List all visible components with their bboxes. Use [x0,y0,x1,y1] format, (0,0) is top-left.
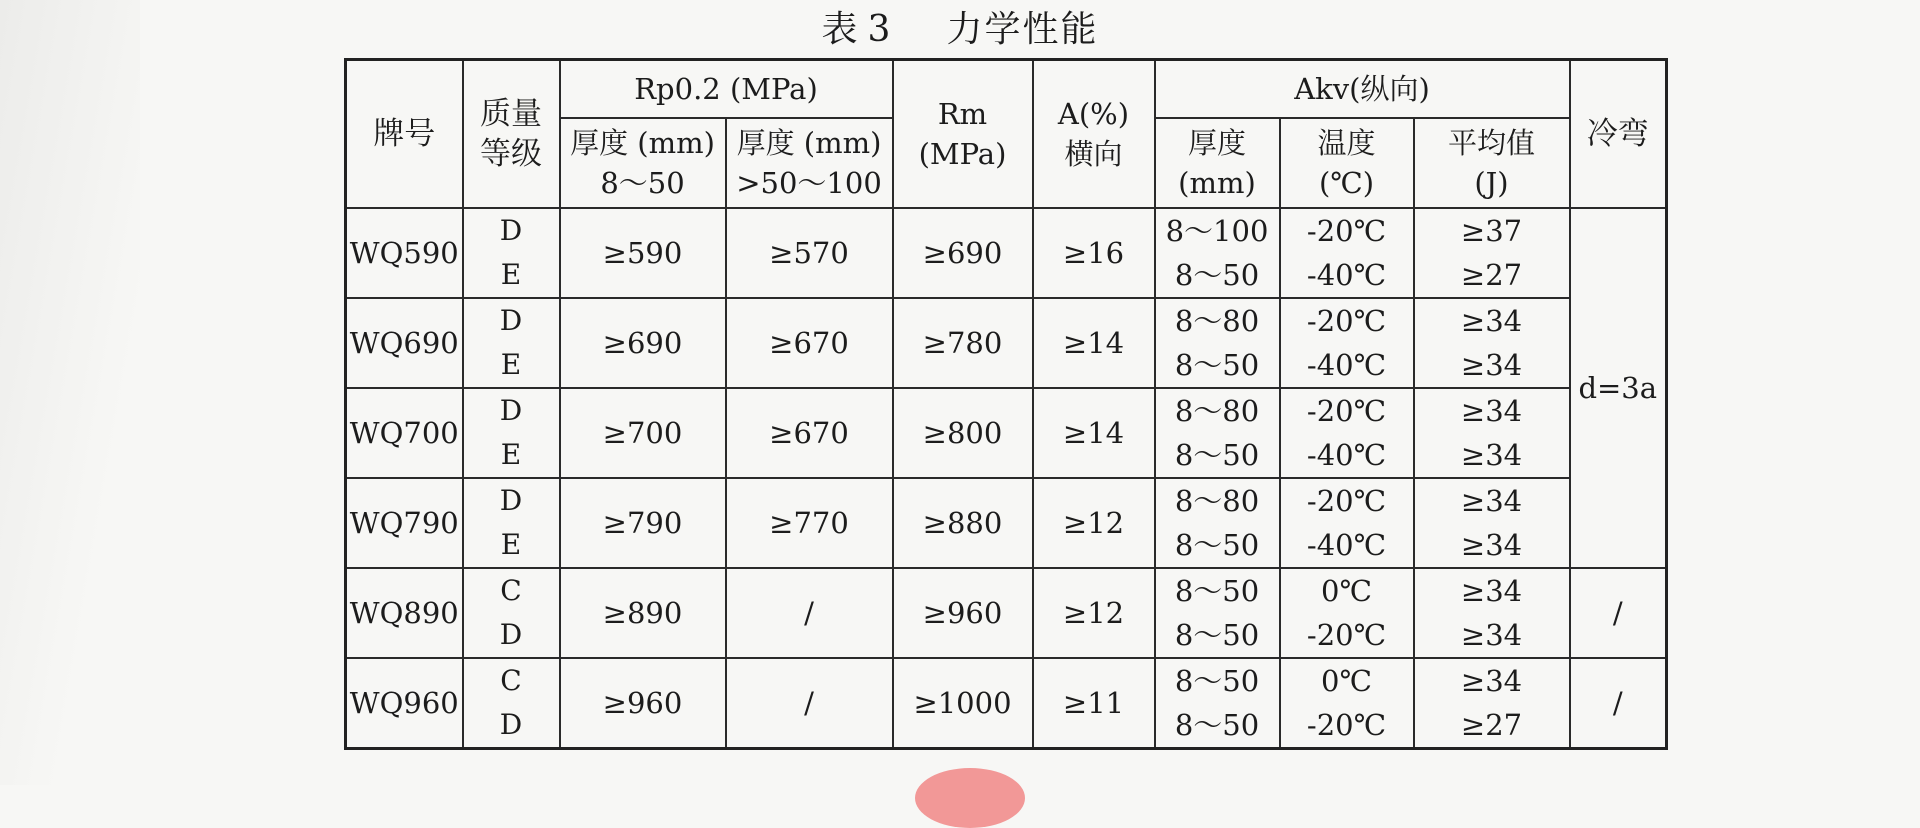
header-a-line1: A(%) [1057,97,1130,131]
thickness-1: 8～50 [1174,664,1260,698]
avg-1: ≥34 [1460,304,1523,338]
cell-rp1: ≥590 [560,208,726,298]
quality-2: D [499,618,523,651]
cell-grade: WQ700 [346,388,463,478]
cell-rp2: ≥670 [726,298,893,388]
temp-2: -40℃ [1306,348,1387,382]
thickness-1: 8～80 [1174,304,1260,338]
temp-1: -20℃ [1306,214,1387,248]
cell-akv-thickness [1155,388,1280,478]
cell-akv-thickness [1155,478,1280,568]
cell-a: ≥12 [1033,568,1155,658]
cell-quality [463,568,560,658]
mechanical-properties-table [344,58,1668,750]
header-akv-temp-line1: 温度 [1317,126,1376,160]
cell-akv-average [1414,208,1570,298]
table-caption [0,2,1920,58]
table-row [346,568,1667,658]
cell-rp2: ≥770 [726,478,893,568]
table-row [346,388,1667,478]
cell-rm: ≥800 [893,388,1033,478]
cell-akv-temperature [1280,388,1414,478]
temp-1: 0℃ [1321,574,1372,608]
cell-rp2: ≥570 [726,208,893,298]
caption-text: 力学性能 [946,9,1099,50]
header-rp-thickness-2 [726,118,893,208]
header-grade: 牌号 [346,60,463,209]
caption-prefix: 表 [821,9,860,50]
temp-1: -20℃ [1306,304,1387,338]
temp-2: -20℃ [1306,708,1387,742]
table-row [346,298,1667,388]
quality-2: D [499,708,523,741]
cell-grade: WQ590 [346,208,463,298]
header-rp1-line1: 厚度 (mm) [570,126,715,160]
cell-quality [463,298,560,388]
avg-2: ≥27 [1460,258,1523,292]
scan-shadow [0,0,140,785]
quality-2: E [500,528,522,561]
thickness-2: 8～50 [1174,528,1260,562]
temp-2: -20℃ [1306,618,1387,652]
header-akv-avg-line2: (J) [1474,166,1509,200]
cell-rp2: ≥670 [726,388,893,478]
header-rp2-line2: >50～100 [736,166,882,200]
table-row [346,658,1667,749]
cell-a: ≥12 [1033,478,1155,568]
header-akv-thick-line2: (mm) [1178,166,1256,200]
thickness-2: 8～50 [1174,618,1260,652]
cell-rp1: ≥890 [560,568,726,658]
cell-bend: / [1570,658,1667,749]
header-akv-temperature [1280,118,1414,208]
cell-grade: WQ690 [346,298,463,388]
quality-1: D [499,394,523,427]
quality-1: C [500,574,522,607]
cell-rp1: ≥960 [560,658,726,749]
thickness-1: 8～80 [1174,394,1260,428]
thickness-1: 8～100 [1165,214,1269,248]
cell-akv-temperature [1280,478,1414,568]
cell-akv-average [1414,568,1570,658]
avg-1: ≥34 [1460,664,1523,698]
avg-1: ≥34 [1460,574,1523,608]
avg-2: ≥34 [1460,438,1523,472]
cell-akv-thickness [1155,658,1280,749]
thickness-2: 8～50 [1174,708,1260,742]
cell-akv-average [1414,388,1570,478]
cell-rm: ≥960 [893,568,1033,658]
cell-akv-average [1414,658,1570,749]
thickness-2: 8～50 [1174,258,1260,292]
cell-rp1: ≥790 [560,478,726,568]
header-rp2-line1: 厚度 (mm) [736,126,882,160]
header-akv: Akv(纵向) [1155,60,1570,119]
red-stamp-fragment [915,768,1025,828]
cell-grade: WQ890 [346,568,463,658]
table-row [346,208,1667,298]
avg-2: ≥27 [1460,708,1523,742]
header-quality-line1: 质量 [480,96,542,132]
header-rp-thickness-1 [560,118,726,208]
caption-number: 3 [867,9,893,50]
avg-2: ≥34 [1460,618,1523,652]
avg-1: ≥34 [1460,394,1523,428]
cell-rm: ≥780 [893,298,1033,388]
temp-1: -20℃ [1306,484,1387,518]
temp-1: 0℃ [1321,664,1372,698]
quality-2: E [500,438,522,471]
header-rp1-line2: 8～50 [600,166,685,200]
header-akv-avg-line1: 平均值 [1447,126,1535,160]
header-elongation [1033,60,1155,209]
avg-1: ≥37 [1460,214,1523,248]
temp-2: -40℃ [1306,528,1387,562]
quality-1: C [500,664,522,697]
cell-akv-thickness [1155,208,1280,298]
avg-2: ≥34 [1460,528,1523,562]
cell-akv-temperature [1280,208,1414,298]
table-row [346,478,1667,568]
thickness-1: 8～80 [1174,484,1260,518]
thickness-2: 8～50 [1174,438,1260,472]
cell-akv-temperature [1280,658,1414,749]
header-rm [893,60,1033,209]
quality-1: D [499,214,523,247]
header-akv-thick-line1: 厚度 [1187,126,1246,160]
avg-1: ≥34 [1460,484,1523,518]
temp-1: -20℃ [1306,394,1387,428]
cell-a: ≥16 [1033,208,1155,298]
cell-a: ≥14 [1033,388,1155,478]
header-bend: 冷弯 [1570,60,1667,209]
cell-akv-average [1414,298,1570,388]
cell-bend: / [1570,568,1667,658]
header-akv-average [1414,118,1570,208]
cell-rp1: ≥690 [560,298,726,388]
header-a-line2: 横向 [1064,137,1123,171]
cell-quality [463,208,560,298]
cell-quality [463,658,560,749]
cell-a: ≥14 [1033,298,1155,388]
cell-rm: ≥1000 [893,658,1033,749]
header-akv-temp-line2: (℃) [1318,166,1375,200]
cell-rp1: ≥700 [560,388,726,478]
cell-rm: ≥690 [893,208,1033,298]
quality-2: E [500,348,522,381]
header-akv-thickness [1155,118,1280,208]
cell-akv-temperature [1280,568,1414,658]
header-quality [463,60,560,209]
cell-grade: WQ790 [346,478,463,568]
thickness-2: 8～50 [1174,348,1260,382]
quality-1: D [499,484,523,517]
cell-rm: ≥880 [893,478,1033,568]
header-quality-line2: 等级 [480,136,542,172]
cell-quality [463,478,560,568]
cell-rp2: / [726,658,893,749]
cell-akv-thickness [1155,298,1280,388]
avg-2: ≥34 [1460,348,1523,382]
cell-akv-average [1414,478,1570,568]
cell-bend-merged: d=3a [1570,208,1667,568]
cell-grade: WQ960 [346,658,463,749]
header-rm-line2: (MPa) [918,137,1007,171]
temp-2: -40℃ [1306,258,1387,292]
thickness-1: 8～50 [1174,574,1260,608]
quality-2: E [500,258,522,291]
cell-rp2: / [726,568,893,658]
quality-1: D [499,304,523,337]
cell-a: ≥11 [1033,658,1155,749]
cell-akv-thickness [1155,568,1280,658]
cell-akv-temperature [1280,298,1414,388]
header-rp02: Rp0.2 (MPa) [560,60,893,119]
temp-2: -40℃ [1306,438,1387,472]
cell-quality [463,388,560,478]
header-rm-line1: Rm [937,97,988,131]
